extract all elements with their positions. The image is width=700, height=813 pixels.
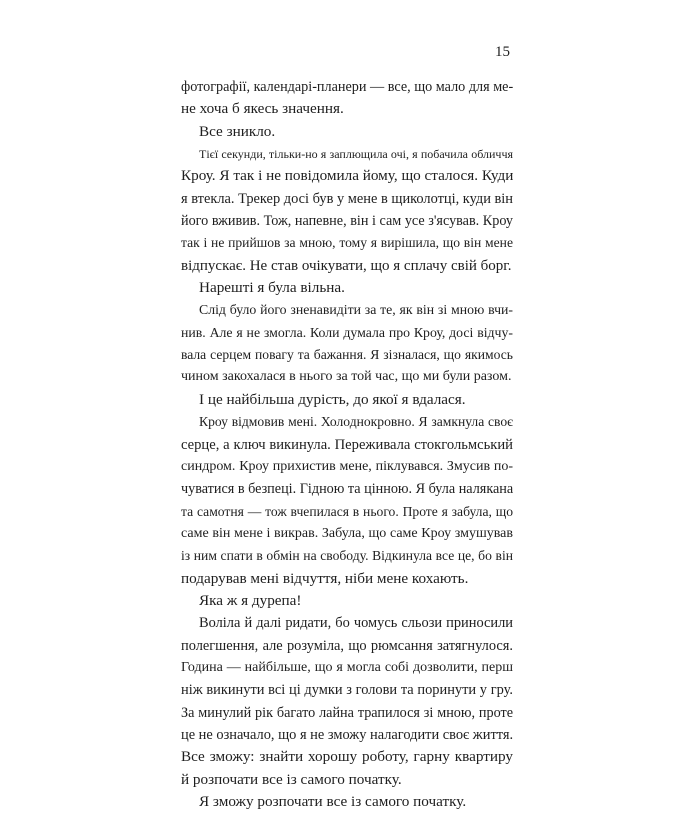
- text-line: чином закохалася в нього за той час, що ми були разом.: [181, 369, 512, 385]
- text-line: Яка ж я дурепа!: [199, 591, 302, 609]
- text-line: та самотня — тож вчепилася в нього. Проте я забула, що: [181, 503, 513, 519]
- text-line: я втекла. Трекер досі був у мене в щиколотці, куди він: [181, 190, 513, 207]
- text-line: серце, а ключ викинула. Переживала стокгольмський: [181, 436, 513, 453]
- text-line: Все зможу: знайти хорошу роботу, гарну квартиру: [181, 748, 513, 766]
- text-line: За минулий рік багато лайна трапилося зі мною, проте: [181, 704, 513, 721]
- text-line: І це найбільша дурість, до якої я вдалася.: [199, 390, 466, 408]
- text-line: Кроу відмовив мені. Холоднокровно. Я замкнула своє: [199, 414, 513, 430]
- text-line: нив. Але я не змогла. Коли думала про Кроу, досі відчу-: [181, 324, 513, 340]
- text-line: Кроу. Я так і не повідомила йому, що сталося. Куди: [181, 167, 514, 185]
- text-line: Все зникло.: [199, 122, 276, 140]
- text-line: синдром. Кроу прихистив мене, піклувався. Змусив по-: [181, 458, 513, 474]
- text-line: Я зможу розпочати все із самого початку.: [199, 793, 467, 810]
- text-line: ніж викинути всі ці думки з голови та поринути у гру.: [181, 682, 513, 699]
- text-line: не хоча б якесь значення.: [181, 100, 344, 118]
- page-number: 15: [495, 44, 510, 60]
- text-line: полегшення, але розуміла, що рюмсання затягнулося.: [181, 637, 513, 654]
- text-line: із ним спати в обмін на свободу. Відкинула все це, бо він: [181, 548, 513, 564]
- text-line: так і не прийшов за мною, тому я вирішила, що він мене: [181, 235, 513, 251]
- text-line: подарував мені відчуття, ніби мене кохають.: [181, 569, 469, 587]
- text-line: відпускає. Не став очікувати, що я сплачу свій борг.: [181, 257, 512, 274]
- text-line: Воліла й далі ридати, бо чомусь сльози приносили: [199, 615, 513, 632]
- text-line: чуватися в безпеці. Гідною та цінною. Я була налякана: [181, 481, 514, 498]
- text-line: фотографії, календарі-планери — все, що мало для ме-: [181, 79, 514, 95]
- text-line: його вживив. Тож, напевне, він і сам усе з'ясував. Кроу: [181, 213, 513, 230]
- text-line: й розпочати все із самого початку.: [181, 770, 402, 788]
- text-line: Слід було його зненавидіти за те, як він зі мною вчи-: [199, 302, 513, 318]
- body-text: [181, 76, 513, 813]
- text-line: Година — найбільше, що я могла собі дозволити, перш: [181, 659, 513, 675]
- text-line: Тієї секунди, тільки-но я заплющила очі, я побачила обличчя: [199, 147, 513, 162]
- text-line: вала серцем повагу та бажання. Я зізналася, що якимось: [181, 347, 513, 363]
- text-line: саме він мене і викрав. Забула, що саме Кроу змушував: [181, 525, 513, 541]
- text-line: це не означало, що я не зможу налагодити своє життя.: [181, 726, 514, 743]
- text-line: Нарешті я була вільна.: [199, 279, 345, 297]
